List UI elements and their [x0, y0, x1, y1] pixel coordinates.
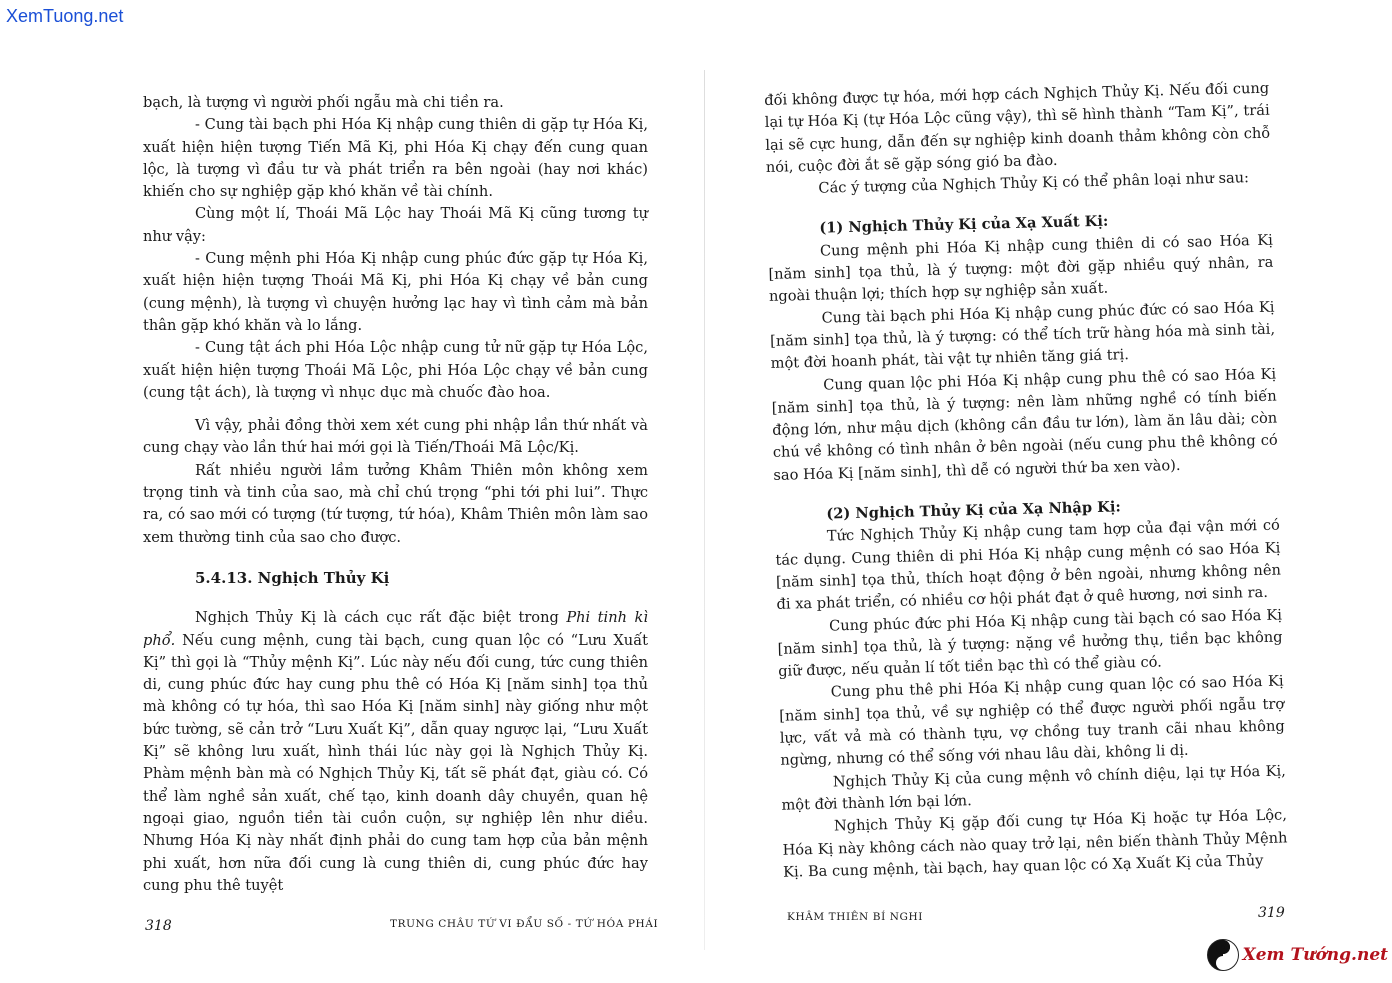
brand-logo-text: Xem Tướng.net: [1242, 945, 1388, 965]
paragraph: Tức Nghịch Thủy Kị nhập cung tam hợp của đại vận mới có tác dụng. Cung thiên di phi Hóa Kị nhập cung mệnh có sao Hóa Kị [năm sinh] tọa thủ, thích hoạt động ở bên ngoài, nhưng không nên đi xa phát triển, có nhiều cơ hội phát đạt ở quê hương, nơi sinh ra.: [775, 516, 1282, 614]
book-title: Phi tinh kì phổ.: [143, 609, 648, 649]
paragraph: - Cung tật ách phi Hóa Lộc nhập cung tử nữ gặp tự Hóa Lộc, xuất hiện hiện tượng Thoái Mã Lộc, phi Hóa Lộc chạy về bản cung (cung tật ách), là tượng vì nhục dục mà chuốc đào hoa.: [143, 339, 648, 401]
paragraph: - Cung tài bạch phi Hóa Kị nhập cung thiên di gặp tự Hóa Kị, xuất hiện hiện tượng Tiến Mã Kị, phi Hóa Kị chạy đến cung quan lộc, là tượng vì đầu tư và phát triển ra bên ngoài (hay nơi khác) khiến cho sự nghiệp gặp khó khăn về tài chính.: [143, 116, 648, 201]
sub-heading: (1) Nghịch Thủy Kị của Xạ Xuất Kị:: [819, 213, 1109, 238]
yin-yang-icon: [1207, 939, 1239, 971]
right-running-head: KHÂM THIÊN BÍ NGHI: [787, 911, 924, 923]
left-page: [143, 92, 648, 897]
section-heading: 5.4.13. Nghịch Thủy Kị: [195, 568, 390, 587]
paragraph: bạch, là tượng vì người phối ngẫu mà chi tiền ra.: [143, 94, 504, 111]
paragraph: Nghịch Thủy Kị của cung mệnh vô chính diệu, lại tự Hóa Kị, một đời thành lớn bại lớn.: [781, 762, 1286, 814]
paragraph: Cùng một lí, Thoái Mã Lộc hay Thoái Mã Kị cũng tương tự như vậy:: [143, 205, 648, 245]
left-running-head: TRUNG CHÂU TỨ VI ĐẨU SỐ - TỨ HÓA PHÁI: [390, 918, 659, 930]
paragraph: - Cung mệnh phi Hóa Kị nhập cung phúc đức gặp tự Hóa Kị, xuất hiện hiện tượng Thoái Mã Kị, phi Hóa Kị chạy về bản cung (cung mệnh), là tượng vì chuyện hưởng lạc hay vì tình cảm mà bản thân gặp khó khăn và lo lắng.: [143, 250, 648, 334]
paragraph: Cung phu thê phi Hóa Kị nhập cung quan lộc có sao Hóa Kị [năm sinh] tọa thủ, về sự nghiệp có thể được người phối ngẫu trợ lực, vất vả mà có thành tựu, vợ chồng tuy tranh cãi nhau không ngừng, nhưng có thể sống với nhau lâu dài, không li dị.: [779, 672, 1285, 770]
paragraph: Cung mệnh phi Hóa Kị nhập cung thiên di có sao Hóa Kị [năm sinh] tọa thủ, là ý tượng: một đời gặp nhiều quý nhân, ra ngoài thuận lợi; thích hợp sự nghiệp sản xuất.: [768, 231, 1274, 306]
site-link[interactable]: XemTuong.net: [6, 6, 124, 26]
book-fold: [704, 70, 705, 950]
paragraph: Rất nhiều người lầm tưởng Khâm Thiên môn không xem trọng tinh và tinh của sao, mà chỉ chú trọng “phi tới phi lui”. Thực ra, có sao mới có tượng (tứ tượng, tứ hóa), Khâm Thiên môn làm sao xem thường tinh của sao cho được.: [143, 461, 648, 546]
right-page: [764, 78, 1288, 884]
paragraph: Cung tài bạch phi Hóa Kị nhập cung phúc đức có sao Hóa Kị [năm sinh] tọa thủ, là ý tượng: có thể tích trữ hàng hóa mà sinh tài, một đời hoanh phát, tài vật tự nhiên tăng giá trị.: [769, 298, 1276, 373]
paragraph: Vì vậy, phải đồng thời xem xét cung phi nhập lần thứ nhất và cung chạy vào lần thứ hai mới gọi là Tiến/Thoái Mã Lộc/Kị.: [143, 417, 648, 457]
paragraph: Các ý tượng của Nghịch Thủy Kị có thể phân loại như sau:: [818, 169, 1250, 197]
paragraph: [143, 607, 648, 897]
paragraph: đối không được tự hóa, mới hợp cách Nghịch Thủy Kị. Nếu đối cung lại tự Hóa Kị (tự Hóa Lộc cũng vậy), thì sẽ hình thành “Tam Kị”, trái lại sẽ cực hung, dẫn đến sự nghiệp kinh doanh thảm không còn chỗ nói, cuộc đời ắt sẽ gặp sóng gió ba đào.: [764, 79, 1271, 176]
sub-heading: (2) Nghịch Thủy Kị của Xạ Nhập Kị:: [826, 498, 1121, 523]
paragraph: Cung phúc đức phi Hóa Kị nhập cung tài bạch có sao Hóa Kị [năm sinh] tọa thủ, là ý tượng: nặng về hưởng thụ, tiền bạc không giữ được, nếu quản lí tốt tiền bạc thì có thể giàu có.: [777, 606, 1283, 680]
paragraph: Cung quan lộc phi Hóa Kị nhập cung phu thê có sao Hóa Kị [năm sinh] tọa thủ, là ý tượng: nên làm những nghề có tính biến động lớn, như mậu dịch (không cần đầu tư lớn), làm ăn lâu dài; còn chú về không có tình nhân ở bên ngoài (nếu cung phu thê không có sao Hóa Kị [năm sinh], thì dễ có người thứ ba xen vào).: [771, 365, 1278, 484]
paragraph: Nghịch Thủy Kị gặp đối cung tự Hóa Kị hoặc tự Hóa Lộc, Hóa Kị này không cách nào quay trở lại, nên biến thành Thủy Mệnh Kị. Ba cung mệnh, tài bạch, hay quan lộc có Xạ Xuất Kị của Thủy: [782, 806, 1288, 881]
left-page-number: 318: [145, 918, 172, 934]
right-page-number: 319: [1258, 905, 1285, 921]
paragraph-text: Nghịch Thủy Kị là cách cục rất đặc biệt trong: [195, 609, 559, 627]
paragraph-text: Nếu cung mệnh, cung tài bạch, cung quan lộc có “Lưu Xuất Kị” thì gọi là “Thủy mệnh Kị”. Lúc này nếu đối cung, tức cung thiên di, cung phúc đức hay cung phu thê có Hóa Kị [năm sinh] tọa thủ mà không có tự hóa, thì sao Hóa Kị [năm sinh] này giống như một bức tường, sẽ cản trở “Lưu Xuất Kị”, dẫn quay ngược lại, “Lưu Xuất Kị” sẽ không lưu xuất, hình thái lúc này gọi là Nghịch Thủy Kị. Phàm mệnh bàn mà có Nghịch Thủy Kị, tất sẽ phát đạt, giàu có. Có thể làm nghề sản xuất, chế tạo, kinh doanh dây chuyền, quan hệ ngoại giao, nguồn tiền tài cuồn cuộn, sự nghiệp lên như diều. Nhưng Hóa Kị này nhất định phải do cung tam hợp của bản mệnh phi xuất, hơn nữa đối cung là cung thiên di, cung phúc đức hay cung phu thê tuyệt: [143, 631, 648, 894]
brand-logo: [1207, 939, 1388, 971]
